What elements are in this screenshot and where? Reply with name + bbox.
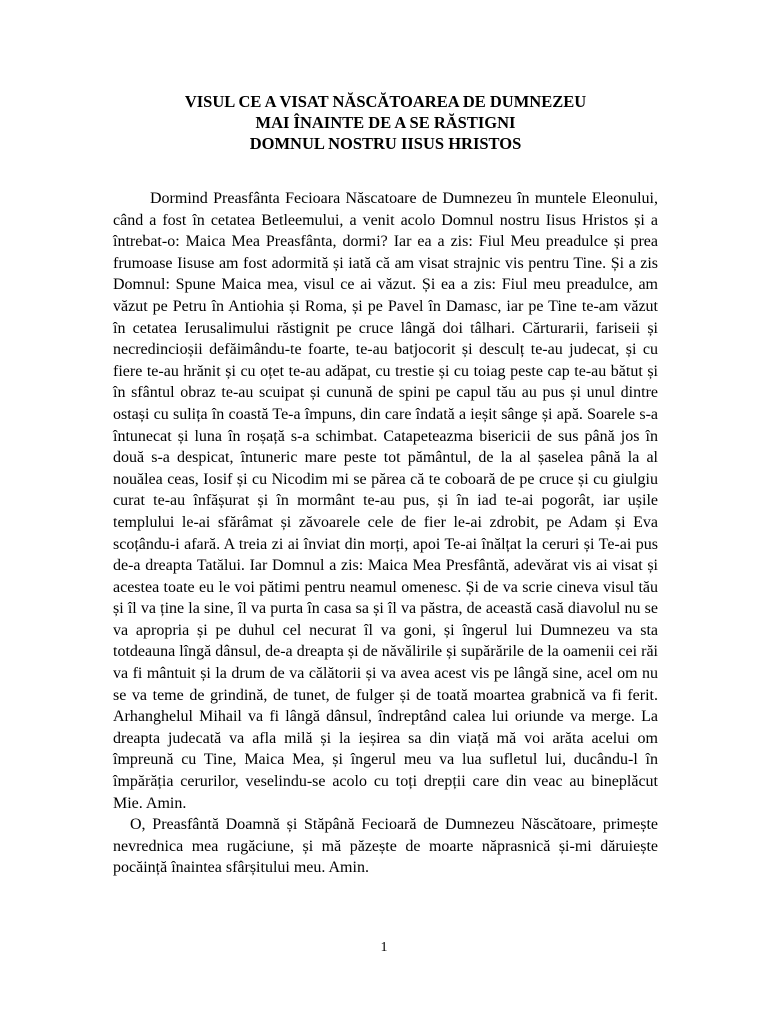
document-page	[113, 91, 658, 879]
document-title	[113, 91, 658, 154]
page-number: 1	[380, 940, 388, 955]
document-body	[113, 188, 658, 879]
title-line-1: VISUL CE A VISAT NĂSCĂTOAREA DE DUMNEZEU	[184, 92, 587, 111]
title-line-2: MAI ÎNAINTE DE A SE RĂSTIGNI	[255, 113, 516, 132]
paragraph-2: O, Preasfântă Doamnă și Stăpână Fecioară de Dumnezeu Născătoare, primește nevrednica mea rugăciune, și mă păzește de moarte năprasnică și-mi dăruiește pocăință înaintea sfârșitului meu. Amin.	[113, 816, 658, 877]
paragraph-1: Dormind Preasfânta Fecioara Născatoare de Dumnezeu în muntele Eleonului, când a fost în cetatea Betleemului, a venit acolo Domnul nostru Iisus Hristos și a întrebat-o: Maica Mea Preasfânta, dormi? Iar ea a zis: Fiul Meu preadulce și prea frumoase Iisuse am fost adormită și iată că am visat strajnic vis pentru Tine. Și a zis Domnul: Spune Maica mea, visul ce ai văzut. Și ea a zis: Fiul meu preadulce, am văzut pe Petru în Antiohia și Roma, și pe Pavel în Damasc, iar pe Tine te-am văzut în cetatea Ierusalimului răstignit pe cruce lângă doi tâlhari. Cărturarii, fariseii și necredincioșii defăimându-te foarte, te-au batjocorit și desculț te-au judecat, și cu fiere te-au hrănit și cu oțet te-au adăpat, cu trestie și cu toiag peste cap te-au bătut și în sfântul obraz te-au scuipat și cunună de spini pe capul tău au pus și unul dintre ostași cu sulița în coastă Te-a împuns, din care îndată a ieșit sânge și apă. Soarele s-a întunecat și luna în roșață s-a schimbat. Catapeteazma bisericii de sus până jos în două s-a despicat, întuneric mare peste tot pământul, de la al șaselea până la al nouălea ceas, Iosif și cu Nicodim mi se părea că te coboară de pe cruce și cu giulgiu curat te-au înfășurat și în mormânt te-au pus, și în iad te-ai pogorât, iar ușile templului le-ai sfărâmat și zăvoarele cele de fier le-ai zdrobit, pe Adam și Eva scoțându-i afară. A treia zi ai înviat din morți, apoi Te-ai înălțat la ceruri și Te-ai pus de-a dreapta Tatălui. Iar Domnul a zis: Maica Mea Presfântă, adevărat vis ai visat și acestea toate eu le voi pătimi pentru neamul omenesc. Și de va scrie cineva visul tău și îl va ține la sine, îl va purta în casa sa și îl va păstra, de această casă diavolul nu se va apropria și pe duhul cel necurat îl va goni, și îngerul lui Dumnezeu va sta totdeauna lîngă dânsul, de-a dreapta și de năvălirile și supărările de la oamenii cei răi va fi mântuit și la drum de va călătorii și va avea acest vis pe lângă sine, acel om nu se va teme de grindină, de tunet, de fulger și de toată moartea grabnică va fi ferit. Arhanghelul Mihail va fi lângă dânsul, îndreptând calea lui oriunde va merge. La dreapta judecată va afla milă și la ieșirea sa din viață mă voi arăta acelui om împreună cu Tine, Maica Mea, și îngerul meu va lua sufletul lui, ducându-l în împărăția cerurilor, veselindu-se acolo cu toți drepții care din veac au bineplăcut Mie. Amin.	[113, 190, 658, 812]
title-line-3: DOMNUL NOSTRU IISUS HRISTOS	[249, 134, 522, 153]
